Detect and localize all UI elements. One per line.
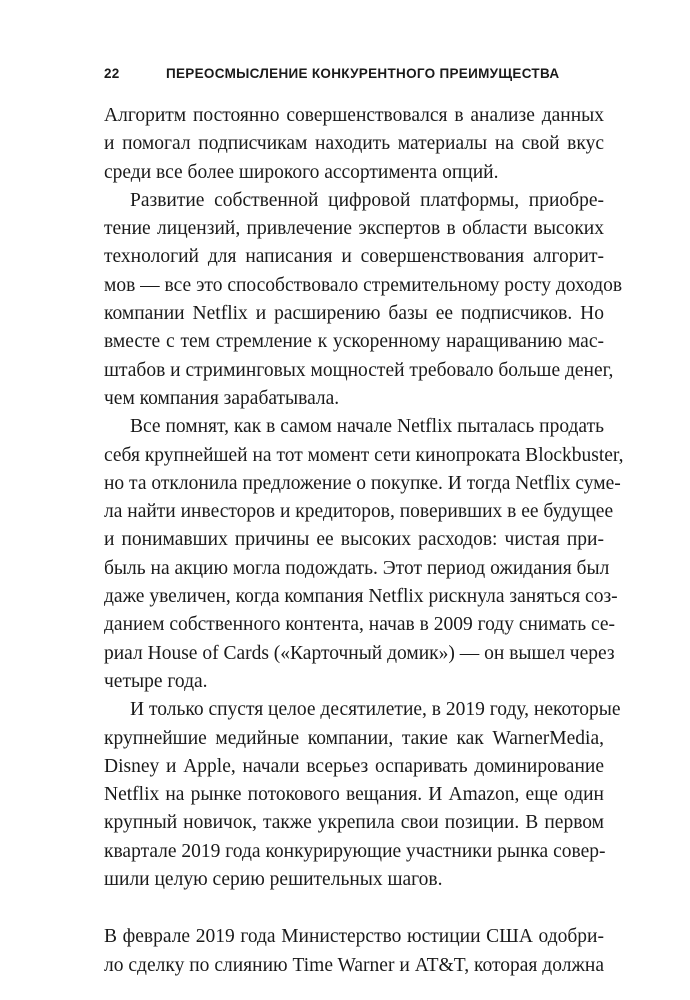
text-line: чем компания зарабатывала. (104, 387, 340, 409)
text-line: Netflix на рынке потокового вещания. И Amazon, еще один (104, 784, 604, 806)
text-line: ло сделку по слиянию Time Warner и AT&T, которая должна (104, 954, 604, 976)
text-line: технологий для написания и совершенствования алгорит- (104, 246, 604, 268)
text-line: штабов и стриминговых мощностей требовало больше денег, (104, 359, 614, 381)
text-line: вместе с тем стремление к ускоренному наращиванию мас- (104, 331, 604, 353)
text-line: себя крупнейшей на тот момент сети кинопроката Blockbuster, (104, 444, 624, 466)
page-number: 22 (104, 66, 120, 81)
text-line: риал House of Cards («Карточный домик») — он вышел через (104, 642, 615, 664)
text-line: крупнейшие медийные компании, такие как WarnerMedia, (104, 727, 604, 749)
text-line: Все помнят, как в самом начале Netflix пыталась продать (130, 416, 604, 438)
text-line: В феврале 2019 года Министерство юстиции США одобри- (104, 926, 604, 948)
running-header (104, 66, 604, 86)
text-line: и помогал подписчикам находить материалы на свой вкус (104, 133, 604, 155)
text-line: но та отклонила предложение о покупке. И тогда Netflix суме- (104, 472, 621, 494)
text-line: данием собственного контента, начав в 2009 году снимать се- (104, 614, 616, 636)
paragraph-4 (104, 696, 621, 894)
text-line: четыре года. (104, 670, 208, 692)
text-line: мов — все это способствовало стремительному росту доходов (104, 274, 623, 296)
text-line: И только спустя целое десятилетие, в 2019 году, некоторые (130, 699, 621, 721)
text-line: Disney и Apple, начали всерьез оспаривать доминирование (104, 755, 604, 777)
text-line: даже увеличен, когда компания Netflix рискнула заняться соз- (104, 586, 618, 608)
body-text (104, 102, 624, 980)
section-break (104, 894, 604, 923)
text-line: компании Netflix и расширению базы ее подписчиков. Но (104, 303, 604, 325)
paragraph-2 (104, 187, 623, 413)
text-line: крупный новичок, также укрепила свои позиции. В первом (104, 812, 604, 834)
text-line: Алгоритм постоянно совершенствовался в анализе данных (104, 105, 604, 126)
paragraph-1 (104, 102, 604, 187)
text-line: и понимавших причины ее высоких расходов: чистая при- (104, 529, 604, 551)
text-line: ла найти инвесторов и кредиторов, поверивших в ее будущее (104, 501, 614, 523)
text-line: Развитие собственной цифровой платформы, приобре- (130, 189, 604, 211)
paragraph-5 (104, 923, 604, 980)
text-line: быль на акцию могла подождать. Этот период ожидания был (104, 557, 610, 579)
text-line: квартале 2019 года конкурирующие участники рынка совер- (104, 840, 606, 862)
chapter-title: ПЕРЕОСМЫСЛЕНИЕ КОНКУРЕНТНОГО ПРЕИМУЩЕСТВА (166, 66, 560, 81)
paragraph-3 (104, 413, 624, 696)
text-line: среди все более широкого ассортимента опций. (104, 161, 499, 183)
text-line: шили целую серию решительных шагов. (104, 869, 443, 891)
text-line: тение лицензий, привлечение экспертов в области высоких (104, 218, 604, 240)
